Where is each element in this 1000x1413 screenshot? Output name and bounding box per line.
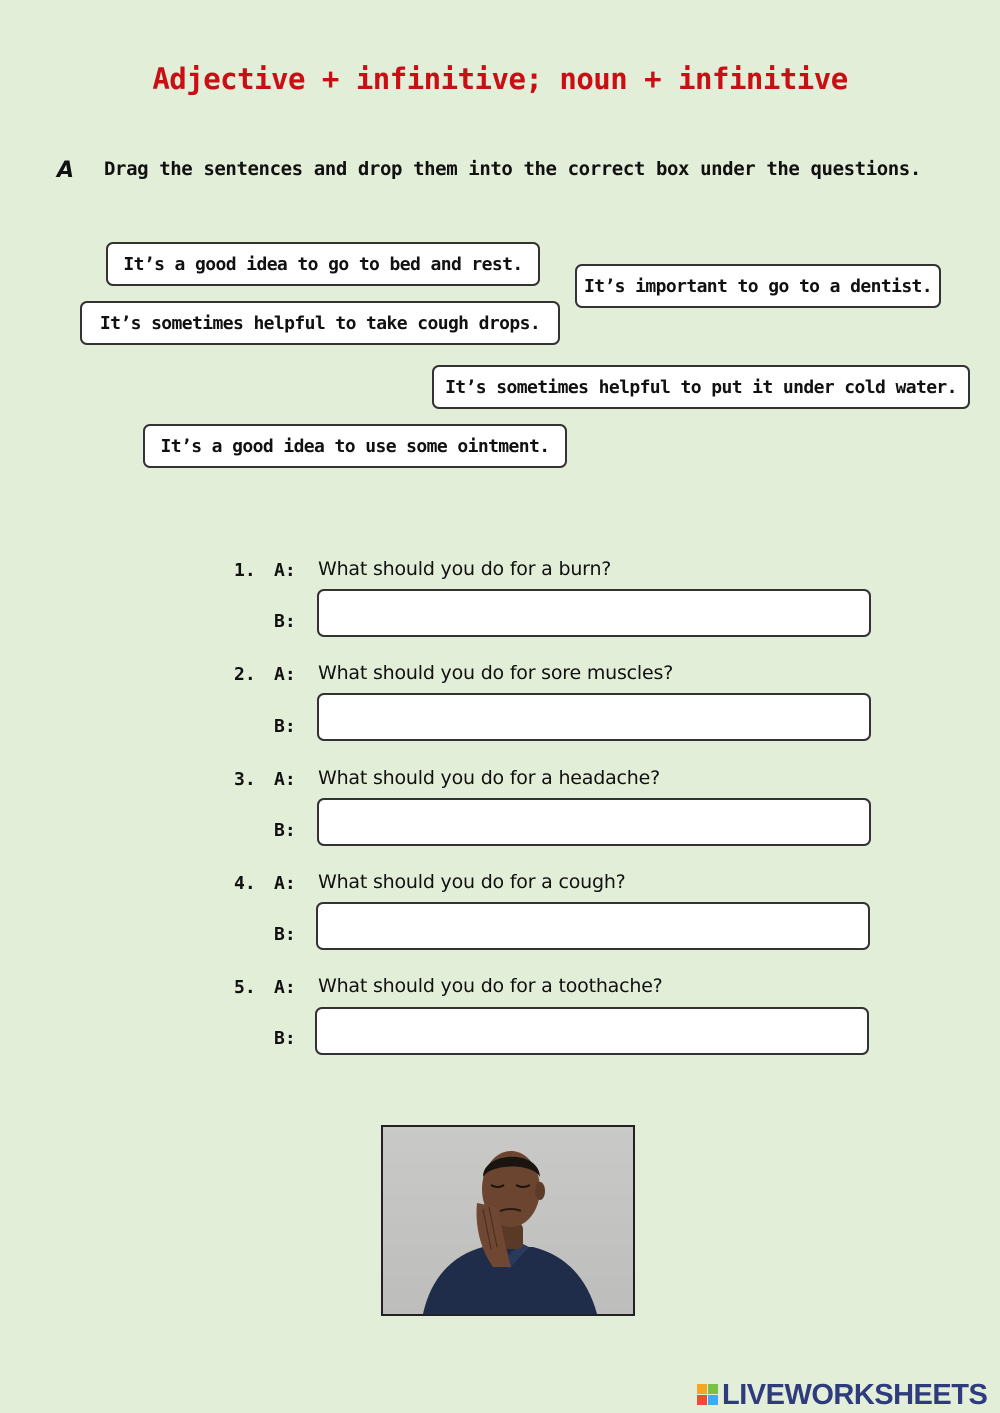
instruction-text: Drag the sentences and drop them into the correct box under the questions. <box>104 158 921 180</box>
draggable-sentence-card[interactable]: It’s a good idea to go to bed and rest. <box>106 242 540 286</box>
logo-blocks-icon <box>697 1384 719 1406</box>
speaker-b-label: B: <box>274 820 296 841</box>
speaker-b-label: B: <box>274 716 296 737</box>
question-text: What should you do for a burn? <box>318 558 612 580</box>
section-letter: A <box>57 158 75 183</box>
liveworksheets-logo <box>697 1378 987 1412</box>
speaker-a-label: A: <box>274 873 296 894</box>
question-text: What should you do for a cough? <box>318 871 626 893</box>
answer-drop-box[interactable] <box>317 693 871 741</box>
man-illustration <box>383 1127 633 1314</box>
answer-drop-box[interactable] <box>317 798 871 846</box>
question-number: 5. <box>234 977 256 998</box>
draggable-sentence-card[interactable]: It’s important to go to a dentist. <box>575 264 941 308</box>
draggable-sentence-card[interactable]: It’s sometimes helpful to take cough drops. <box>80 301 560 345</box>
draggable-sentence-card[interactable]: It’s a good idea to use some ointment. <box>143 424 567 468</box>
question-number: 2. <box>234 664 256 685</box>
logo-text: LIVEWORKSHEETS <box>722 1378 988 1411</box>
question-text: What should you do for sore muscles? <box>318 662 674 684</box>
question-text: What should you do for a toothache? <box>318 975 663 997</box>
question-number: 3. <box>234 769 256 790</box>
draggable-sentence-card[interactable]: It’s sometimes helpful to put it under cold water. <box>432 365 970 409</box>
question-text: What should you do for a headache? <box>318 767 661 789</box>
speaker-b-label: B: <box>274 1028 296 1049</box>
speaker-b-label: B: <box>274 924 296 945</box>
answer-drop-box[interactable] <box>317 589 871 637</box>
toothache-man-photo <box>381 1125 635 1316</box>
question-number: 1. <box>234 560 256 581</box>
question-number: 4. <box>234 873 256 894</box>
speaker-a-label: A: <box>274 977 296 998</box>
speaker-a-label: A: <box>274 769 296 790</box>
answer-drop-box[interactable] <box>315 1007 869 1055</box>
page-title: Adjective + infinitive; noun + infinitive <box>152 62 848 96</box>
speaker-a-label: A: <box>274 560 296 581</box>
speaker-a-label: A: <box>274 664 296 685</box>
answer-drop-box[interactable] <box>316 902 870 950</box>
speaker-b-label: B: <box>274 611 296 632</box>
